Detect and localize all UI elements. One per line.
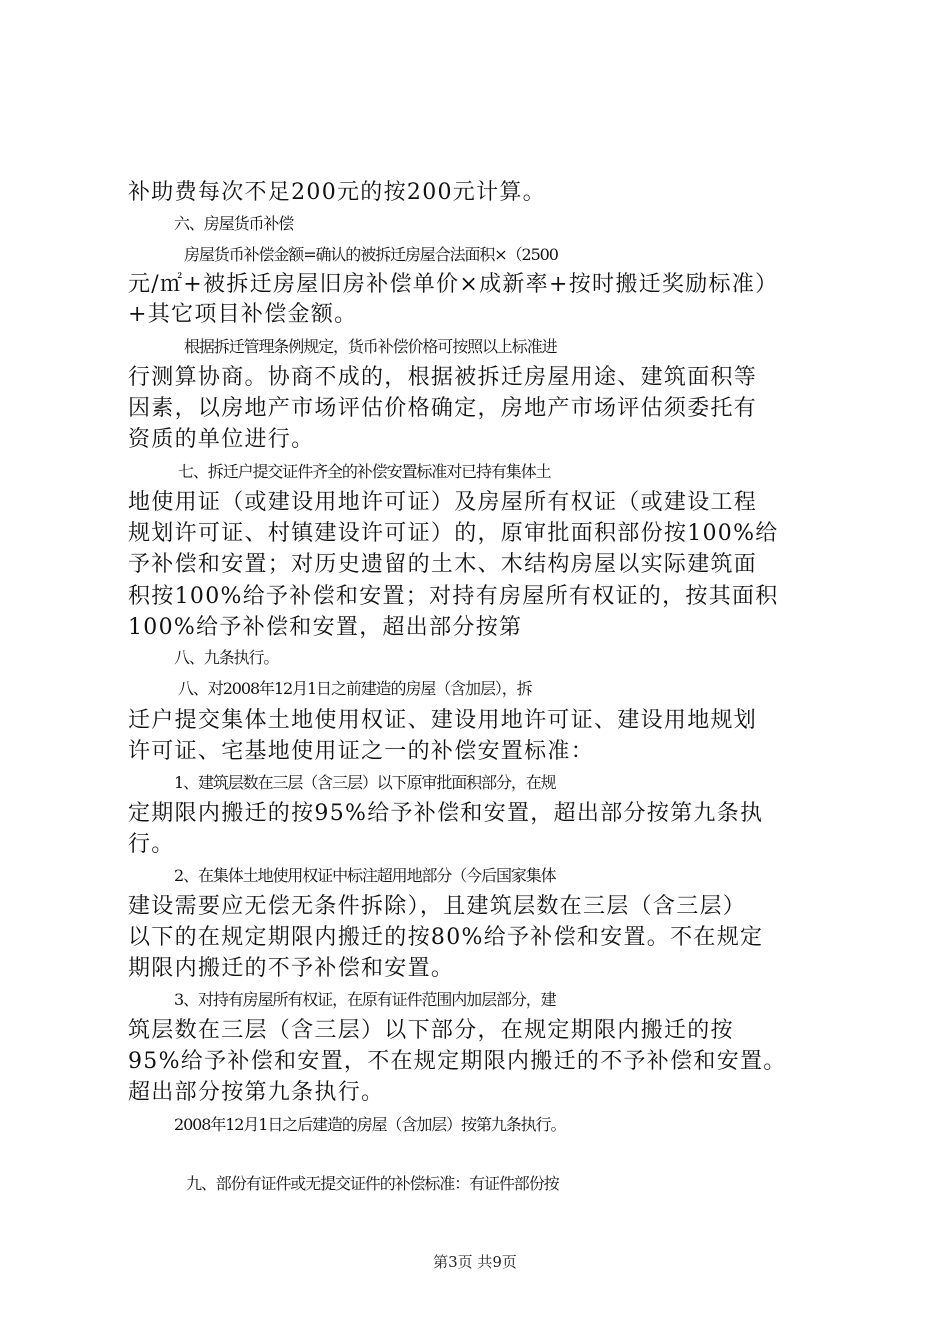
list-item: 2、在集体土地使用权证中标注超用地部分（今后国家集体 xyxy=(174,866,556,885)
text-line: 筑层数在三层（含三层）以下部分，在规定期限内搬迁的按 xyxy=(128,1018,734,1043)
text-line: 房屋货币补偿金额=确认的被拆迁房屋合法面积×（2500 xyxy=(184,245,558,264)
text-line: 积按100%给予补偿和安置；对持有房屋所有权证的，按其面积 xyxy=(128,584,779,609)
text-line: 八、九条执行。 xyxy=(174,648,279,667)
text-line: 规划许可证、村镇建设许可证）的，原审批面积部份按100%给 xyxy=(128,521,779,546)
text-line: 行。 xyxy=(128,832,175,857)
section-heading: 九、部份有证件或无提交证件的补偿标准：有证件部份按 xyxy=(186,1174,559,1193)
text-line: 100%给予补偿和安置，超出部分按第 xyxy=(128,615,523,640)
text-line: 迁户提交集体土地使用权证、建设用地许可证、建设用地规划 xyxy=(128,708,758,733)
text-line: 期限内搬迁的不予补偿和安置。 xyxy=(128,956,455,981)
text-line: 建设需要应无偿无条件拆除），且建筑层数在三层（含三层） xyxy=(128,894,747,919)
text-line: 许可证、宅基地使用证之一的补偿安置标准： xyxy=(128,739,595,764)
text-line: 95%给予补偿和安置，不在规定期限内搬迁的不予补偿和安置。 xyxy=(128,1049,787,1074)
text-line: 元/㎡+被拆迁房屋旧房补偿单价×成新率+按时搬迁奖励标准） xyxy=(128,272,779,297)
text-line: 补助费每次不足200元的按200元计算。 xyxy=(128,180,546,205)
text-line: +其它项目补偿金额。 xyxy=(128,302,358,327)
list-item: 3、对持有房屋所有权证，在原有证件范围内加层部分，建 xyxy=(174,990,556,1009)
section-heading: 八、对2008年12月1日之前建造的房屋（含加层），拆 xyxy=(178,679,532,698)
section-heading: 六、房屋货币补偿 xyxy=(174,214,294,233)
text-line: 予补偿和安置；对历史遗留的土木、木结构房屋以实际建筑面 xyxy=(128,552,758,577)
text-line: 因素，以房地产市场评估价格确定，房地产市场评估须委托有 xyxy=(128,396,758,421)
text-line: 资质的单位进行。 xyxy=(128,427,315,452)
text-line: 以下的在规定期限内搬迁的按80%给予补偿和安置。不在规定 xyxy=(128,925,764,950)
text-line: 根据拆迁管理条例规定，货币补偿价格可按照以上标准进 xyxy=(184,337,557,356)
section-heading: 七、拆迁户提交证件齐全的补偿安置标准对已持有集体土 xyxy=(178,462,551,481)
text-line: 定期限内搬迁的按95%给予补偿和安置，超出部分按第九条执 xyxy=(128,801,764,826)
text-line: 行测算协商。协商不成的，根据被拆迁房屋用途、建筑面积等 xyxy=(128,365,758,390)
text-line: 超出部分按第九条执行。 xyxy=(128,1080,385,1105)
page-footer: 第3页 共9页 xyxy=(433,1253,517,1271)
text-line: 地使用证（或建设用地许可证）及房屋所有权证（或建设工程 xyxy=(128,490,758,515)
text-line: 2008年12月1日之后建造的房屋（含加层）按第九条执行。 xyxy=(174,1115,566,1134)
list-item: 1、建筑层数在三层（含三层）以下原审批面积部分，在规 xyxy=(174,773,556,792)
